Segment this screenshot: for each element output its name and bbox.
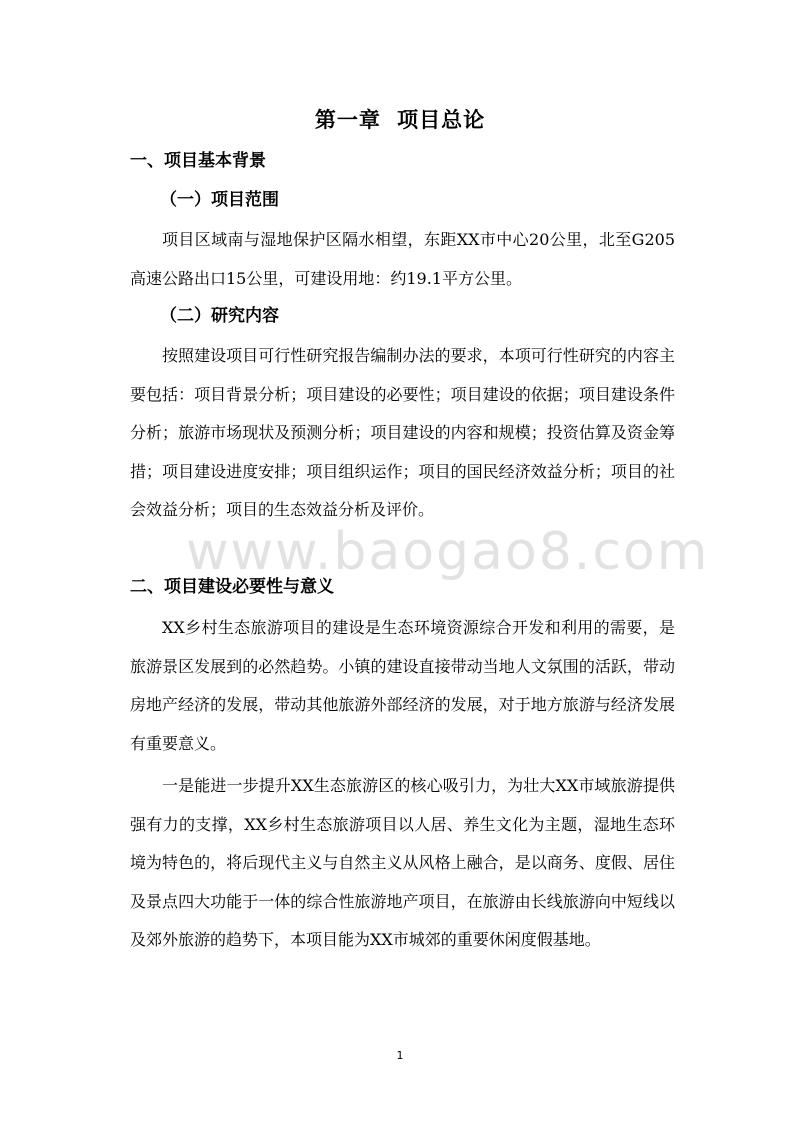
paragraph-project-scope: 项目区域南与湿地保护区隔水相望，东距XX市中心20公里，北至G205高速公路出口15公里，可建设用地：约19.1平方公里。	[130, 230, 675, 288]
page-number: 1	[396, 1049, 404, 1062]
section-heading-1: 一、项目基本背景	[130, 151, 266, 171]
paragraph-necessity: XX乡村生态旅游项目的建设是生态环境资源综合开发和利用的需要，是旅游景区发展到的必然趋势。小镇的建设直接带动当地人文氛围的活跃，带动房地产经济的发展，带动其他旅游外部经济的发展，对于地方旅游与经济发展有重要意义。	[130, 618, 675, 753]
paragraph-research-content: 按照建设项目可行性研究报告编制办法的要求，本项可行性研究的内容主要包括：项目背景分析；项目建设的必要性；项目建设的依据；项目建设条件分析；旅游市场现状及预测分析；项目建设的内容和规模；投资估算及资金筹措；项目建设进度安排；项目组织运作；项目的国民经济效益分析；项目的社会效益分析；项目的生态效益分析及评价。	[130, 346, 675, 519]
subsection-heading-2: （二）研究内容	[160, 306, 279, 326]
paragraph-significance: 一是能进一步提升XX生态旅游区的核心吸引力，为壮大XX市域旅游提供强有力的支撑，XX乡村生态旅游项目以人居、养生文化为主题，湿地生态环境为特色的，将后现代主义与自然主义从风格上融合，是以商务、度假、居住及景点四大功能于一体的综合性旅游地产项目，在旅游由长线旅游向中短线以及郊外旅游的趋势下，本项目能为XX市城郊的重要休闲度假基地。	[130, 776, 675, 949]
watermark: www.baogao8.com	[186, 522, 710, 582]
chapter-title: 第一章 项目总论	[314, 108, 486, 132]
section-heading-2: 二、项目建设必要性与意义	[130, 577, 334, 597]
subsection-heading-1: （一）项目范围	[160, 190, 279, 210]
